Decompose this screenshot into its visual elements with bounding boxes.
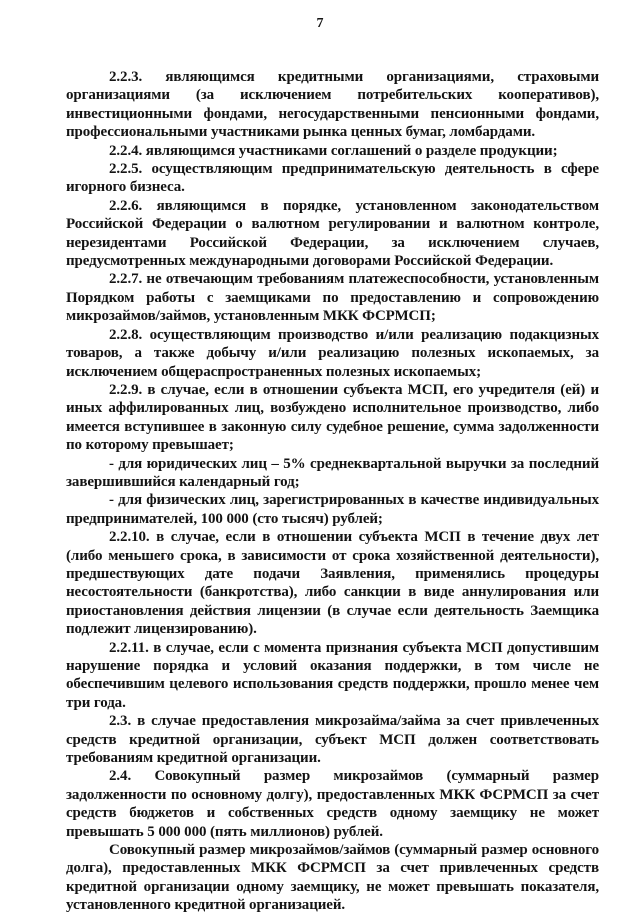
- paragraph-2-2-6: 2.2.6. являющимся в порядке, установленном законодательством Российской Федерации о валютном регулировании и валютном контроле, нерезидентами Российской Федерации, за исключением случаев, предусмотренных международными договорами Российской Федерации.: [66, 197, 599, 270]
- paragraph-2-2-8: 2.2.8. осуществляющим производство и/или реализацию подакцизных товаров, а также добычу и/или реализацию полезных ископаемых, за исключением общераспространенных полезных ископаемых;: [66, 326, 599, 380]
- paragraph-2-2-4: 2.2.4. являющимся участниками соглашений о разделе продукции;: [109, 142, 558, 159]
- paragraph-2-2-3: 2.2.3. являющимся кредитными организациями, страховыми организациями (за исключением потребительских кооперативов), инвестиционными фондами, негосударственными пенсионными фондами, профессиональными участниками рынка ценных бумаг, ломбардами.: [66, 69, 599, 141]
- page-number: 7: [316, 16, 324, 31]
- paragraph-2-3: 2.3. в случае предоставления микрозайма/займа за счет привлеченных средств кредитной организации, субъект МСП должен соответствовать требованиям кредитной организации.: [66, 713, 599, 767]
- paragraph-2-4: 2.4. Совокупный размер микрозаймов (суммарный размер задолженности по основному долгу), предоставленных МКК ФСРМСП за счет средств бюджетов и собственных средств одному заемщику не может превышать 5 000 000 (пять миллионов) рублей.: [66, 768, 599, 840]
- paragraph-2-4-continued: Совокупный размер микрозаймов/займов (суммарный размер основного долга), предоставленных МКК ФСРМСП за счет привлеченных средств кредитной организации одному заемщику, не может превышать показателя, установленного кредитной организацией.: [66, 842, 599, 914]
- paragraph-2-2-9-legal-entities: - для юридических лиц – 5% среднеквартальной выручки за последний завершившийся календарный год;: [66, 455, 599, 490]
- paragraph-2-2-11: 2.2.11. в случае, если с момента признания субъекта МСП допустившим нарушение порядка и условий оказания поддержки, в том числе не обеспечившим целевого использования средств поддержки, прошло менее чем три года.: [66, 639, 599, 711]
- paragraph-2-2-9: 2.2.9. в случае, если в отношении субъекта МСП, его учредителя (ей) и иных аффилированных лиц, возбуждено исполнительное производство, либо имеется вступившее в законную силу судебное решение, сумма задолженности по которому превышает;: [66, 381, 599, 454]
- paragraph-2-2-5: 2.2.5. осуществляющим предпринимательскую деятельность в сфере игорного бизнеса.: [66, 161, 599, 196]
- paragraph-2-2-7: 2.2.7. не отвечающим требованиям платежеспособности, установленным Порядком работы с заемщиками по предоставлению и сопровождению микрозаймов/займов, установленным МКК ФСРМСП;: [66, 271, 599, 325]
- paragraph-2-2-10: 2.2.10. в случае, если в отношении субъекта МСП в течение двух лет (либо меньшего срока, в зависимости от срока хозяйственной деятельности), предшествующих дате подачи Заявления, применялись процедуры несостоятельности (банкротства), либо санкции в виде аннулирования или приостановления действия лицензии (в случае если деятельность Заемщика подлежит лицензированию).: [66, 529, 599, 638]
- document-body: [66, 68, 599, 915]
- paragraph-2-2-9-individuals: - для физических лиц, зарегистрированных в качестве индивидуальных предпринимателей, 100 000 (сто тысяч) рублей;: [66, 492, 599, 527]
